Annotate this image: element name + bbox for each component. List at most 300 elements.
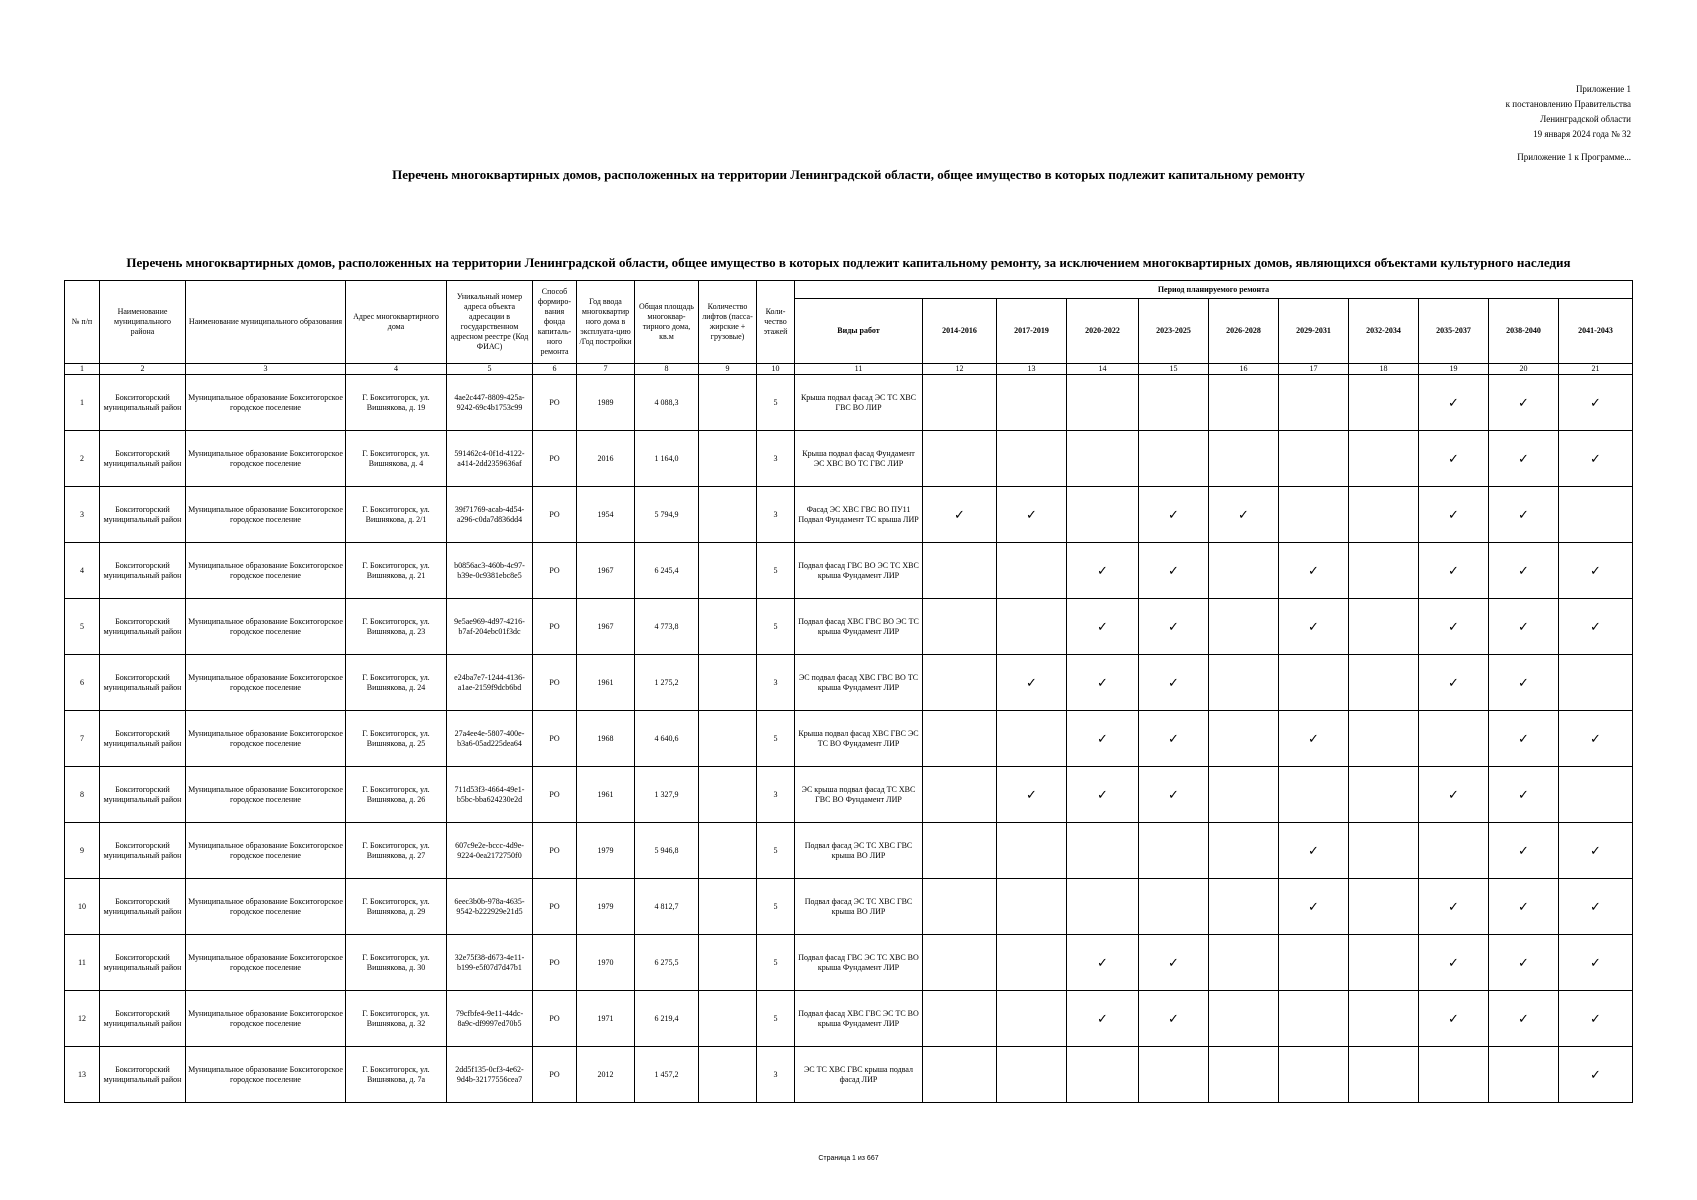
municipality-cell: Муниципальное образование Бокситогорское городское поселение xyxy=(186,543,346,599)
period-cell xyxy=(1209,599,1279,655)
municipality-cell: Муниципальное образование Бокситогорское городское поселение xyxy=(186,375,346,431)
municipality-cell: Муниципальное образование Бокситогорское городское поселение xyxy=(186,991,346,1047)
check-mark-icon: ✓ xyxy=(1308,730,1319,746)
municipality-cell: Муниципальное образование Бокситогорское городское поселение xyxy=(186,431,346,487)
address-cell: Г. Бокситогорск, ул. Вишнякова, д. 23 xyxy=(346,599,447,655)
check-mark-icon: ✓ xyxy=(1168,618,1179,634)
period-cell xyxy=(1419,599,1489,655)
period-cell xyxy=(1489,543,1559,599)
column-number: 20 xyxy=(1489,364,1559,375)
column-number: 19 xyxy=(1419,364,1489,375)
period-cell xyxy=(1349,431,1419,487)
table-row xyxy=(65,711,1633,767)
check-mark-icon: ✓ xyxy=(1590,898,1601,914)
period-cell xyxy=(1489,431,1559,487)
fias-code-cell: b0856ac3-460b-4c97-b39e-0c9381ebc8e5 xyxy=(447,543,533,599)
check-mark-icon: ✓ xyxy=(1448,786,1459,802)
check-mark-icon: ✓ xyxy=(1518,674,1529,690)
period-cell xyxy=(1209,879,1279,935)
check-mark-icon: ✓ xyxy=(1448,674,1459,690)
period-cell xyxy=(1419,431,1489,487)
fias-code-cell: 32e75f38-d673-4e11-b199-e5f07d7d47b1 xyxy=(447,935,533,991)
fund-method-cell: РО xyxy=(533,823,577,879)
lifts-cell xyxy=(699,375,757,431)
col-header-floors: Коли-чество этажей xyxy=(757,281,795,364)
period-cell xyxy=(997,375,1067,431)
municipality-cell: Муниципальное образование Бокситогорское городское поселение xyxy=(186,935,346,991)
check-mark-icon: ✓ xyxy=(1518,842,1529,858)
period-cell xyxy=(1559,1047,1633,1103)
period-cell xyxy=(1349,991,1419,1047)
period-cell xyxy=(1209,431,1279,487)
period-cell xyxy=(1279,543,1349,599)
fund-method-cell: РО xyxy=(533,879,577,935)
column-number: 12 xyxy=(923,364,997,375)
check-mark-icon: ✓ xyxy=(1097,562,1108,578)
check-mark-icon: ✓ xyxy=(1590,450,1601,466)
period-cell xyxy=(1209,991,1279,1047)
works-cell: Крыша подвал фасад ХВС ГВС ЭС ТС ВО Фундамент ЛИР xyxy=(795,711,923,767)
check-mark-icon: ✓ xyxy=(1590,1066,1601,1082)
floors-cell: 5 xyxy=(757,879,795,935)
address-cell: Г. Бокситогорск, ул. Вишнякова, д. 7а xyxy=(346,1047,447,1103)
check-mark-icon: ✓ xyxy=(1590,1010,1601,1026)
period-cell xyxy=(1349,879,1419,935)
address-cell: Г. Бокситогорск, ул. Вишнякова, д. 21 xyxy=(346,543,447,599)
check-mark-icon: ✓ xyxy=(1448,898,1459,914)
area-cell: 1 275,2 xyxy=(635,655,699,711)
column-number: 8 xyxy=(635,364,699,375)
period-cell xyxy=(1489,655,1559,711)
municipality-cell: Муниципальное образование Бокситогорское городское поселение xyxy=(186,599,346,655)
fias-code-cell: 39f71769-acab-4d54-a296-c0da7d836dd4 xyxy=(447,487,533,543)
period-cell xyxy=(1279,655,1349,711)
period-cell xyxy=(1067,431,1139,487)
works-cell: ЭС подвал фасад ХВС ГВС ВО ТС крыша Фундамент ЛИР xyxy=(795,655,923,711)
row-number: 11 xyxy=(65,935,100,991)
column-number: 2 xyxy=(100,364,186,375)
check-mark-icon: ✓ xyxy=(1308,618,1319,634)
fund-method-cell: РО xyxy=(533,935,577,991)
period-cell xyxy=(1067,991,1139,1047)
period-cell xyxy=(1559,767,1633,823)
column-number: 17 xyxy=(1279,364,1349,375)
period-cell xyxy=(1139,655,1209,711)
floors-cell: 5 xyxy=(757,543,795,599)
check-mark-icon: ✓ xyxy=(1518,450,1529,466)
column-number: 16 xyxy=(1209,364,1279,375)
check-mark-icon: ✓ xyxy=(1097,674,1108,690)
fias-code-cell: 79cfbfe4-9e11-44dc-8a9c-df9997ed70b5 xyxy=(447,991,533,1047)
check-mark-icon: ✓ xyxy=(1168,954,1179,970)
check-mark-icon: ✓ xyxy=(1518,562,1529,578)
works-cell: Крыша подвал фасад ЭС ТС ХВС ГВС ВО ЛИР xyxy=(795,375,923,431)
lifts-cell xyxy=(699,767,757,823)
check-mark-icon: ✓ xyxy=(1308,898,1319,914)
buildings-table-wrapper xyxy=(64,280,1632,1103)
period-cell xyxy=(1067,879,1139,935)
period-cell xyxy=(1209,655,1279,711)
period-cell xyxy=(1279,879,1349,935)
period-cell xyxy=(1139,1047,1209,1103)
check-mark-icon: ✓ xyxy=(1308,842,1319,858)
column-number: 10 xyxy=(757,364,795,375)
check-mark-icon: ✓ xyxy=(1026,674,1037,690)
period-cell xyxy=(1209,711,1279,767)
area-cell: 5 794,9 xyxy=(635,487,699,543)
lifts-cell xyxy=(699,823,757,879)
year-built-cell: 1970 xyxy=(577,935,635,991)
period-cell xyxy=(1279,375,1349,431)
period-cell xyxy=(1349,655,1419,711)
municipality-cell: Муниципальное образование Бокситогорское городское поселение xyxy=(186,655,346,711)
period-cell xyxy=(1489,599,1559,655)
table-row xyxy=(65,431,1633,487)
period-cell xyxy=(1209,487,1279,543)
district-cell: Бокситогорский муниципальный район xyxy=(100,879,186,935)
row-number: 3 xyxy=(65,487,100,543)
period-cell xyxy=(1139,879,1209,935)
row-number: 12 xyxy=(65,991,100,1047)
check-mark-icon: ✓ xyxy=(1448,562,1459,578)
period-cell xyxy=(1279,487,1349,543)
col-header-period: Период планируемого ремонта xyxy=(795,281,1633,299)
fias-code-cell: 2dd5f135-0cf3-4e62-9d4b-32177556cea7 xyxy=(447,1047,533,1103)
period-cell xyxy=(1489,1047,1559,1103)
works-cell: Крыша подвал фасад Фундамент ЭС ХВС ВО ТС ГВС ЛИР xyxy=(795,431,923,487)
floors-cell: 5 xyxy=(757,599,795,655)
period-cell xyxy=(1489,487,1559,543)
period-cell xyxy=(997,599,1067,655)
check-mark-icon: ✓ xyxy=(1026,786,1037,802)
period-cell xyxy=(1139,711,1209,767)
floors-cell: 5 xyxy=(757,375,795,431)
period-cell xyxy=(923,711,997,767)
check-mark-icon: ✓ xyxy=(1168,730,1179,746)
row-number: 8 xyxy=(65,767,100,823)
address-cell: Г. Бокситогорск, ул. Вишнякова, д. 19 xyxy=(346,375,447,431)
floors-cell: 5 xyxy=(757,991,795,1047)
row-number: 13 xyxy=(65,1047,100,1103)
col-header-lifts: Количество лифтов (пасса-жирские + грузовые) xyxy=(699,281,757,364)
check-mark-icon: ✓ xyxy=(1448,506,1459,522)
address-cell: Г. Бокситогорск, ул. Вишнякова, д. 32 xyxy=(346,991,447,1047)
col-header-address: Адрес многоквартирного дома xyxy=(346,281,447,364)
col-header-year-range: 2032-2034 xyxy=(1349,299,1419,364)
floors-cell: 3 xyxy=(757,767,795,823)
col-header-year-range: 2038-2040 xyxy=(1489,299,1559,364)
period-cell xyxy=(1559,991,1633,1047)
program-reference: Приложение 1 к Программе... xyxy=(1517,152,1631,162)
period-cell xyxy=(1139,935,1209,991)
period-cell xyxy=(1419,1047,1489,1103)
lifts-cell xyxy=(699,431,757,487)
area-cell: 1 164,0 xyxy=(635,431,699,487)
fias-code-cell: 4ae2c447-8809-425a-9242-69c4b1753c99 xyxy=(447,375,533,431)
period-cell xyxy=(1489,991,1559,1047)
check-mark-icon: ✓ xyxy=(1026,506,1037,522)
address-cell: Г. Бокситогорск, ул. Вишнякова, д. 24 xyxy=(346,655,447,711)
col-header-year-range: 2014-2016 xyxy=(923,299,997,364)
period-cell xyxy=(1139,431,1209,487)
check-mark-icon: ✓ xyxy=(1168,506,1179,522)
check-mark-icon: ✓ xyxy=(1518,618,1529,634)
period-cell xyxy=(1139,767,1209,823)
period-cell xyxy=(923,655,997,711)
fund-method-cell: РО xyxy=(533,487,577,543)
floors-cell: 5 xyxy=(757,711,795,767)
lifts-cell xyxy=(699,935,757,991)
district-cell: Бокситогорский муниципальный район xyxy=(100,711,186,767)
appendix-line: Приложение 1 xyxy=(1575,84,1631,94)
municipality-cell: Муниципальное образование Бокситогорское городское поселение xyxy=(186,487,346,543)
works-cell: Фасад ЭС ХВС ГВС ВО ПУ11 Подвал Фундамент ТС крыша ЛИР xyxy=(795,487,923,543)
works-cell: ЭС крыша подвал фасад ТС ХВС ГВС ВО Фундамент ЛИР xyxy=(795,767,923,823)
period-cell xyxy=(923,823,997,879)
period-cell xyxy=(1279,823,1349,879)
check-mark-icon: ✓ xyxy=(1168,674,1179,690)
floors-cell: 3 xyxy=(757,655,795,711)
district-cell: Бокситогорский муниципальный район xyxy=(100,823,186,879)
period-cell xyxy=(997,431,1067,487)
col-header-area: Общая площадь многоквар-тирного дома, кв.м xyxy=(635,281,699,364)
row-number: 2 xyxy=(65,431,100,487)
period-cell xyxy=(1489,767,1559,823)
period-cell xyxy=(1349,1047,1419,1103)
period-cell xyxy=(997,935,1067,991)
period-cell xyxy=(1419,655,1489,711)
col-header-works: Виды работ xyxy=(795,299,923,364)
check-mark-icon: ✓ xyxy=(1448,618,1459,634)
row-number: 4 xyxy=(65,543,100,599)
appendix-line: к постановлению Правительства xyxy=(1505,99,1631,109)
fias-code-cell: 6eec3b0b-978a-4635-9542-b222929e21d5 xyxy=(447,879,533,935)
col-header-year-range: 2029-2031 xyxy=(1279,299,1349,364)
period-cell xyxy=(923,1047,997,1103)
period-cell xyxy=(923,991,997,1047)
address-cell: Г. Бокситогорск, ул. Вишнякова, д. 27 xyxy=(346,823,447,879)
check-mark-icon: ✓ xyxy=(1590,730,1601,746)
table-row xyxy=(65,767,1633,823)
period-cell xyxy=(1349,543,1419,599)
area-cell: 4 773,8 xyxy=(635,599,699,655)
column-number: 9 xyxy=(699,364,757,375)
period-cell xyxy=(1559,599,1633,655)
check-mark-icon: ✓ xyxy=(1168,786,1179,802)
district-cell: Бокситогорский муниципальный район xyxy=(100,599,186,655)
works-cell: Подвал фасад ЭС ТС ХВС ГВС крыша ВО ЛИР xyxy=(795,823,923,879)
period-cell xyxy=(1067,375,1139,431)
col-header-municipality: Наименование муниципального образования xyxy=(186,281,346,364)
period-cell xyxy=(1067,823,1139,879)
period-cell xyxy=(1209,1047,1279,1103)
period-cell xyxy=(997,991,1067,1047)
check-mark-icon: ✓ xyxy=(1518,1010,1529,1026)
period-cell xyxy=(1349,487,1419,543)
column-number: 6 xyxy=(533,364,577,375)
table-row xyxy=(65,935,1633,991)
period-cell xyxy=(1559,935,1633,991)
period-cell xyxy=(1279,599,1349,655)
col-header-year-range: 2026-2028 xyxy=(1209,299,1279,364)
fund-method-cell: РО xyxy=(533,655,577,711)
col-header-year-range: 2041-2043 xyxy=(1559,299,1633,364)
floors-cell: 5 xyxy=(757,823,795,879)
period-cell xyxy=(1067,543,1139,599)
district-cell: Бокситогорский муниципальный район xyxy=(100,655,186,711)
check-mark-icon: ✓ xyxy=(1518,394,1529,410)
floors-cell: 3 xyxy=(757,1047,795,1103)
district-cell: Бокситогорский муниципальный район xyxy=(100,991,186,1047)
check-mark-icon: ✓ xyxy=(1590,394,1601,410)
district-cell: Бокситогорский муниципальный район xyxy=(100,431,186,487)
address-cell: Г. Бокситогорск, ул. Вишнякова, д. 30 xyxy=(346,935,447,991)
appendix-line: 19 января 2024 года № 32 xyxy=(1533,129,1631,139)
col-header-year-range: 2017-2019 xyxy=(997,299,1067,364)
address-cell: Г. Бокситогорск, ул. Вишнякова, д. 4 xyxy=(346,431,447,487)
period-cell xyxy=(923,487,997,543)
period-cell xyxy=(1067,935,1139,991)
buildings-table xyxy=(64,280,1633,1103)
period-cell xyxy=(923,431,997,487)
municipality-cell: Муниципальное образование Бокситогорское городское поселение xyxy=(186,767,346,823)
table-row xyxy=(65,1047,1633,1103)
header-row xyxy=(65,281,1633,299)
period-cell xyxy=(1489,711,1559,767)
period-cell xyxy=(1279,767,1349,823)
col-header-fias: Уникальный номер адреса объекта адресации в государственном адресном реестре (Код ФИАС) xyxy=(447,281,533,364)
fund-method-cell: РО xyxy=(533,991,577,1047)
area-cell: 6 219,4 xyxy=(635,991,699,1047)
year-built-cell: 1961 xyxy=(577,767,635,823)
district-cell: Бокситогорский муниципальный район xyxy=(100,543,186,599)
check-mark-icon: ✓ xyxy=(1168,1010,1179,1026)
area-cell: 4 640,6 xyxy=(635,711,699,767)
year-built-cell: 1961 xyxy=(577,655,635,711)
table-row xyxy=(65,823,1633,879)
period-cell xyxy=(1559,431,1633,487)
fias-code-cell: 607c9e2e-bccc-4d9e-9224-0ea2172750f0 xyxy=(447,823,533,879)
works-cell: Подвал фасад ЭС ТС ХВС ГВС крыша ВО ЛИР xyxy=(795,879,923,935)
row-number: 1 xyxy=(65,375,100,431)
page-title: Перечень многоквартирных домов, расположенных на территории Ленинградской области, общее имущество в которых подлежит капитальному ремонту xyxy=(392,167,1305,182)
check-mark-icon: ✓ xyxy=(1308,562,1319,578)
column-number: 18 xyxy=(1349,364,1419,375)
fund-method-cell: РО xyxy=(533,543,577,599)
period-cell xyxy=(1419,487,1489,543)
fias-code-cell: 711d53f3-4664-49e1-b5bc-bba624230e2d xyxy=(447,767,533,823)
table-body xyxy=(65,375,1633,1103)
year-built-cell: 1979 xyxy=(577,823,635,879)
period-cell xyxy=(1209,823,1279,879)
lifts-cell xyxy=(699,991,757,1047)
col-header-year-range: 2023-2025 xyxy=(1139,299,1209,364)
check-mark-icon: ✓ xyxy=(1518,898,1529,914)
row-number: 9 xyxy=(65,823,100,879)
works-cell: Подвал фасад ГВС ВО ЭС ТС ХВС крыша Фундамент ЛИР xyxy=(795,543,923,599)
period-cell xyxy=(1067,767,1139,823)
check-mark-icon: ✓ xyxy=(1097,618,1108,634)
period-cell xyxy=(923,935,997,991)
year-built-cell: 1967 xyxy=(577,543,635,599)
year-built-cell: 1968 xyxy=(577,711,635,767)
works-cell: Подвал фасад ХВС ГВС ЭС ТС ВО крыша Фундамент ЛИР xyxy=(795,991,923,1047)
municipality-cell: Муниципальное образование Бокситогорское городское поселение xyxy=(186,879,346,935)
fias-code-cell: 9e5ae969-4d97-4216-b7af-204ebc01f3dc xyxy=(447,599,533,655)
period-cell xyxy=(1139,991,1209,1047)
municipality-cell: Муниципальное образование Бокситогорское городское поселение xyxy=(186,823,346,879)
check-mark-icon: ✓ xyxy=(1518,506,1529,522)
area-cell: 5 946,8 xyxy=(635,823,699,879)
column-number: 3 xyxy=(186,364,346,375)
period-cell xyxy=(1559,655,1633,711)
period-cell xyxy=(1349,375,1419,431)
period-cell xyxy=(997,543,1067,599)
period-cell xyxy=(997,655,1067,711)
col-header-year: Год ввода многоквартир ного дома в эксплуата-цию /Год постройки xyxy=(577,281,635,364)
period-cell xyxy=(1559,487,1633,543)
period-cell xyxy=(1419,375,1489,431)
lifts-cell xyxy=(699,711,757,767)
period-cell xyxy=(1279,1047,1349,1103)
period-cell xyxy=(1139,599,1209,655)
period-cell xyxy=(1419,543,1489,599)
check-mark-icon: ✓ xyxy=(1448,954,1459,970)
fund-method-cell: РО xyxy=(533,599,577,655)
fund-method-cell: РО xyxy=(533,431,577,487)
check-mark-icon: ✓ xyxy=(1097,954,1108,970)
lifts-cell xyxy=(699,543,757,599)
period-cell xyxy=(1139,487,1209,543)
period-cell xyxy=(1559,823,1633,879)
fund-method-cell: РО xyxy=(533,767,577,823)
fund-method-cell: РО xyxy=(533,375,577,431)
year-built-cell: 1967 xyxy=(577,599,635,655)
period-cell xyxy=(1559,879,1633,935)
column-number: 14 xyxy=(1067,364,1139,375)
period-cell xyxy=(923,599,997,655)
check-mark-icon: ✓ xyxy=(1097,730,1108,746)
period-cell xyxy=(1209,767,1279,823)
table-row xyxy=(65,487,1633,543)
column-number: 13 xyxy=(997,364,1067,375)
address-cell: Г. Бокситогорск, ул. Вишнякова, д. 29 xyxy=(346,879,447,935)
period-cell xyxy=(1489,823,1559,879)
check-mark-icon: ✓ xyxy=(1590,618,1601,634)
period-cell xyxy=(1139,823,1209,879)
period-cell xyxy=(1489,935,1559,991)
floors-cell: 3 xyxy=(757,487,795,543)
period-cell xyxy=(997,1047,1067,1103)
year-built-cell: 1989 xyxy=(577,375,635,431)
works-cell: Подвал фасад ГВС ЭС ТС ХВС ВО крыша Фундамент ЛИР xyxy=(795,935,923,991)
period-cell xyxy=(1067,1047,1139,1103)
check-mark-icon: ✓ xyxy=(1448,394,1459,410)
table-title: Перечень многоквартирных домов, расположенных на территории Ленинградской области, общее имущество в которых подлежит капитальному ремонту, за исключением многоквартирных домов, являющихся объектами культурного наследия xyxy=(126,255,1571,270)
lifts-cell xyxy=(699,599,757,655)
lifts-cell xyxy=(699,487,757,543)
period-cell xyxy=(1349,935,1419,991)
check-mark-icon: ✓ xyxy=(1590,562,1601,578)
appendix-header xyxy=(1331,82,1631,142)
table-row xyxy=(65,599,1633,655)
district-cell: Бокситогорский муниципальный район xyxy=(100,767,186,823)
area-cell: 1 327,9 xyxy=(635,767,699,823)
period-cell xyxy=(1419,767,1489,823)
period-cell xyxy=(997,823,1067,879)
period-cell xyxy=(1139,375,1209,431)
row-number: 7 xyxy=(65,711,100,767)
